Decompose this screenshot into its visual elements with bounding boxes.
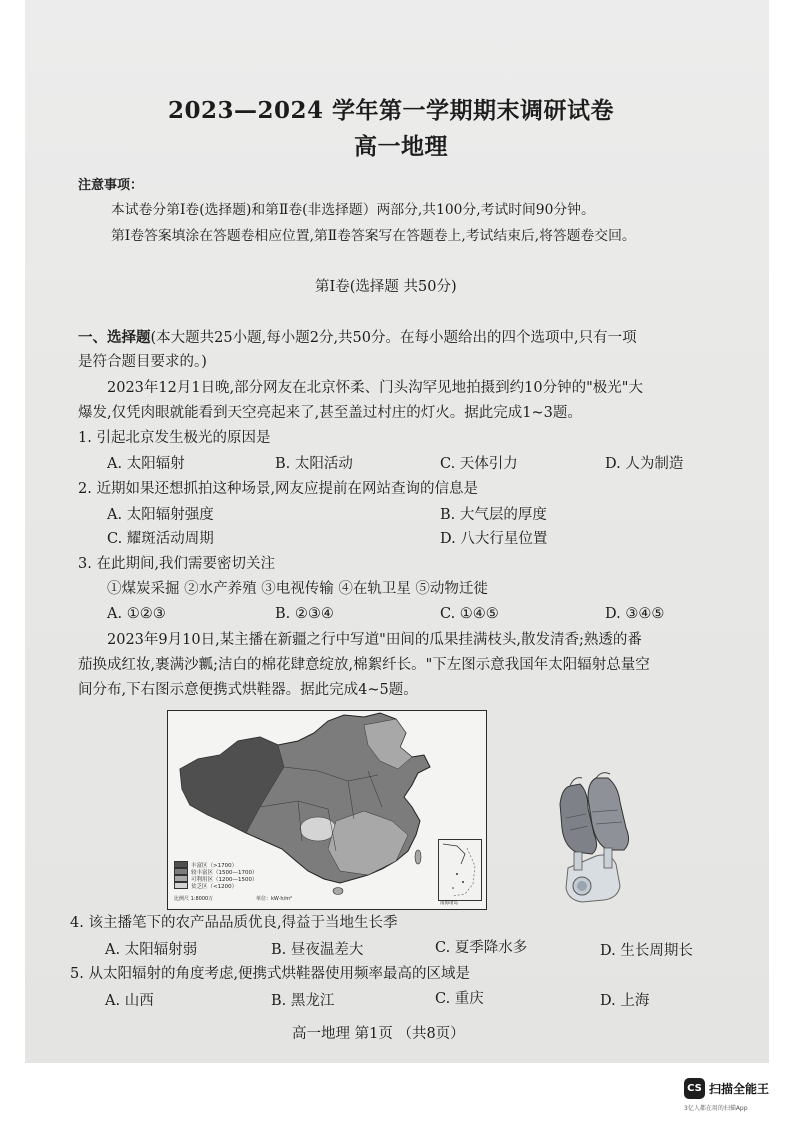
question-4-option-a: A. 太阳辐射弱 <box>105 942 198 958</box>
question-3-option-a: A. ①②③ <box>107 606 166 622</box>
page-footer: 高一地理 第1页 （共8页） <box>292 1026 465 1042</box>
question-2-stem: 2. 近期如果还想抓拍这种场景,网友应提前在网站查询的信息是 <box>78 481 479 497</box>
camscanner-logo-icon: CS <box>684 1078 705 1099</box>
material-1-line-1: 2023年12月1日晚,部分网友在北京怀柔、门头沟罕见地拍摄到约10分钟的"极光"大 <box>107 380 643 396</box>
exam-paper <box>25 0 769 1063</box>
exam-title: 2023—2024 学年第一学期期末调研试卷 <box>168 97 615 124</box>
notice-line-2: 第Ⅰ卷答案填涂在答题卷相应位置,第Ⅱ卷答案写在答题卷上,考试结束后,将答题卷交回。 <box>111 228 636 244</box>
question-1-stem: 1. 引起北京发生极光的原因是 <box>78 430 271 446</box>
question-3-option-b: B. ②③④ <box>275 606 334 622</box>
exam-subtitle: 高一地理 <box>354 133 448 160</box>
material-2-line-1: 2023年9月10日,某主播在新疆之行中写道"田间的瓜果挂满枝头,散发清香;熟透的番 <box>107 632 642 648</box>
south-sea-inset <box>438 839 482 901</box>
section-instruction-1 <box>78 331 637 346</box>
question-3-option-c: C. ①④⑤ <box>440 606 499 622</box>
scanner-watermark <box>684 1076 784 1116</box>
legend-item-fairly-rich: 较丰富区（1500—1700） <box>174 868 258 875</box>
notice-line-1: 本试卷分第Ⅰ卷(选择题)和第Ⅱ卷(非选择题）两部分,共100分,考试时间90分钟。 <box>111 202 595 218</box>
part-heading: 第Ⅰ卷(选择题 共50分) <box>315 279 457 295</box>
section-desc-2: 是符合题目要求的。) <box>78 354 207 370</box>
question-2-option-d: D. 八大行星位置 <box>440 531 548 547</box>
map-scale: 比例尺 1:8000万 <box>174 896 214 902</box>
question-1-option-c: C. 天体引力 <box>440 456 518 472</box>
material-1-line-2: 爆发,仅凭肉眼就能看到天空亮起来了,甚至盖过村庄的灯火。据此完成1~3题。 <box>78 405 582 421</box>
solar-radiation-map <box>167 710 487 910</box>
brand-name: 扫描全能王 <box>709 1082 770 1096</box>
brand-tagline: 3亿人都在用的扫描App <box>684 1105 748 1112</box>
question-1-option-d: D. 人为制造 <box>605 456 684 472</box>
section-label: 一、选择题 <box>78 330 151 346</box>
map-legend <box>174 861 258 889</box>
question-5-option-d: D. 上海 <box>600 993 650 1009</box>
legend-item-rich: 丰富区（>1700） <box>174 861 258 868</box>
question-2-option-b: B. 大气层的厚度 <box>440 507 547 523</box>
material-2-line-2: 茄换成红妆,裹满沙瓤;洁白的棉花肆意绽放,棉絮纤长。"下左图示意我国年太阳辐射总量空 <box>78 657 650 673</box>
region-poor <box>300 817 336 841</box>
question-4-option-c: C. 夏季降水多 <box>435 940 528 956</box>
section-desc-1: (本大题共25小题,每小题2分,共50分。在每小题给出的四个选项中,只有一项 <box>150 330 637 346</box>
question-3-items: ①煤炭采掘 ②水产养殖 ③电视传输 ④在轨卫星 ⑤动物迁徙 <box>107 581 488 597</box>
question-5-option-b: B. 黑龙江 <box>271 993 335 1009</box>
question-3-stem: 3. 在此期间,我们需要密切关注 <box>78 556 276 572</box>
question-5-stem: 5. 从太阳辐射的角度考虑,便携式烘鞋器使用频率最高的区域是 <box>70 966 471 982</box>
question-2-option-a: A. 太阳辐射强度 <box>107 507 214 523</box>
legend-item-usable: 可利用区（1200—1500） <box>174 875 258 882</box>
shoe-dryer-image <box>530 768 655 908</box>
question-4-stem: 4. 该主播笔下的农产品品质优良,得益于当地生长季 <box>70 915 398 931</box>
question-3-option-d: D. ③④⑤ <box>605 606 665 622</box>
question-2-option-c: C. 耀斑活动周期 <box>107 531 214 547</box>
question-1-option-b: B. 太阳活动 <box>275 456 353 472</box>
question-5-option-a: A. 山西 <box>105 993 154 1009</box>
question-1-option-a: A. 太阳辐射 <box>107 456 185 472</box>
map-unit: 单位：kW·h/m² <box>256 896 293 902</box>
question-4-option-d: D. 生长周期长 <box>600 943 693 959</box>
question-5-option-c: C. 重庆 <box>435 991 484 1007</box>
notice-heading: 注意事项： <box>78 178 144 193</box>
inset-label: 南海诸岛 <box>440 901 458 906</box>
question-4-option-b: B. 昼夜温差大 <box>271 942 364 958</box>
legend-item-poor: 贫乏区（<1200） <box>174 882 258 889</box>
material-2-line-3: 间分布,下右图示意便携式烘鞋器。据此完成4~5题。 <box>78 682 418 698</box>
